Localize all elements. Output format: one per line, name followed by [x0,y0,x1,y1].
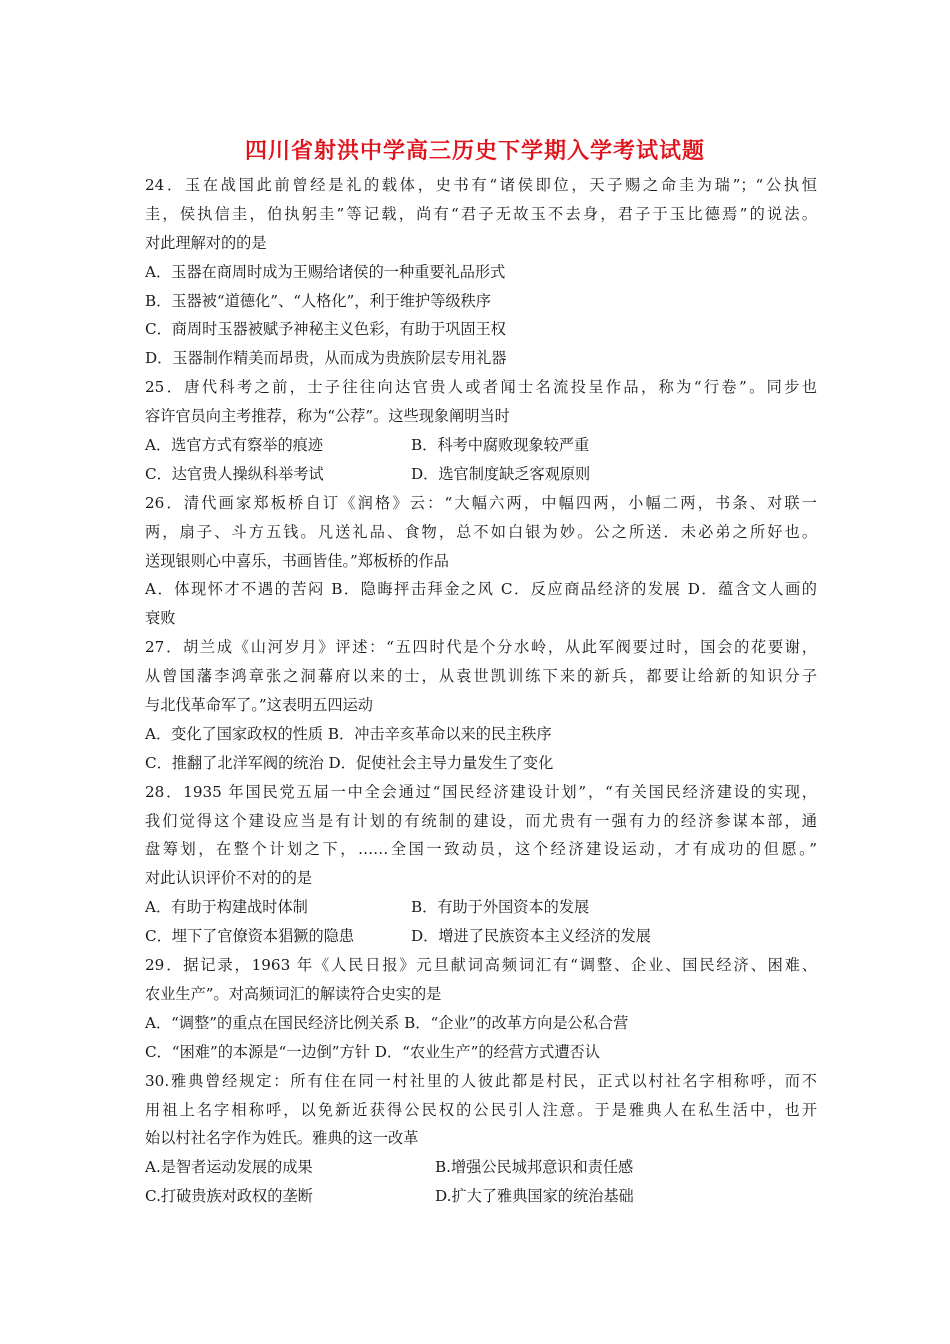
option-c: C．商周时玉器被赋予神秘主义色彩，有助于巩固王权 [145,320,506,339]
option-c: C．达官贵人操纵科举考试 [145,464,324,483]
option-row [145,460,817,489]
option-b: B．科考中腐败现象较严重 [411,436,590,455]
question-28 [145,778,817,951]
question-stem-line: 我们觉得这个建设应当是有计划的有统制的建设，而尤贵有一强有力的经济参谋本部，通 [145,811,817,830]
option-d: D．玉器制作精美而昂贵，从而成为贵族阶层专用礼器 [145,349,507,368]
question-stem-line: 26．清代画家郑板桥自订《润格》云：“大幅六两，中幅四两，小幅二两，书条、对联一 [145,493,817,512]
question-26 [145,489,817,633]
question-stem-line: 始以村社名字作为姓氏。雅典的这一改革 [145,1129,419,1148]
question-stem-line: 29．据记录，1963 年《人民日报》元旦献词高频词汇有“调整、企业、国民经济、困难、 [145,956,817,975]
question-stem-line: 对此理解对的的是 [145,233,267,252]
option-c: C．埋下了官僚资本猖獗的隐患 [145,927,355,946]
option-row [145,1182,817,1211]
page-title: 四川省射洪中学高三历史下学期入学考试试题 [244,139,705,164]
question-stem-line: 25．唐代科考之前，士子往往向达官贵人或者闻士名流投呈作品，称为“行卷”。同步也 [145,378,817,397]
question-stem-line: 两，扇子、斗方五钱。凡送礼品、食物，总不如白银为妙。公之所送．未必弟之所好也。 [145,522,817,541]
question-stem-line: 容许官员向主考推荐，称为“公荐”。这些现象阐明当时 [145,407,510,426]
option-a: A．有助于构建战时体制 [145,898,308,917]
question-stem-line: 24．玉在战国此前曾经是礼的载体，史书有“诸侯即位，天子赐之命圭为瑞”；“公执恒 [145,176,817,194]
option-c: C.打破贵族对政权的垄断 [145,1187,313,1206]
option-b: B.增强公民城邦意识和责任感 [435,1158,634,1177]
question-stem-line: 30.雅典曾经规定：所有住在同一村社里的人彼此都是村民，正式以村社名字相称呼，而不 [145,1071,817,1090]
question-stem-line: 圭，侯执信圭，伯执躬圭”等记载，尚有“君子无故玉不去身，君子于玉比德焉”的说法。 [145,204,817,223]
options-line: C．推翻了北洋军阀的统治 D．促使社会主导力量发生了变化 [145,753,554,772]
question-stem-line: 从曾国藩李鸿章张之洞幕府以来的士，从袁世凯训练下来的新兵，都要让给新的知识分子 [145,667,817,686]
question-29 [145,951,817,1067]
question-27 [145,633,817,777]
question-30 [145,1067,817,1211]
option-row [145,431,817,460]
question-stem-line: 28．1935 年国民党五届一中全会通过“国民经济建设计划”，“有关国民经济建设的实现， [145,782,817,801]
options-line: A．“调整”的重点在国民经济比例关系 B．“企业”的改革方向是公私合营 [145,1013,629,1032]
option-d: D.扩大了雅典国家的统治基础 [435,1187,634,1206]
question-stem-line: 与北伐革命军了。”这表明五四运动 [145,696,373,715]
option-row [145,922,817,951]
option-d: D．选官制度缺乏客观原则 [411,464,591,483]
question-list [145,171,817,1211]
question-stem-line: 盘筹划，在整个计划之下，……全国一致动员，这个经济建设运动，才有成功的但愿。” [145,840,817,859]
options-line: C．“困难”的本源是“一边倒”方针 D．“农业生产”的经营方式遭否认 [145,1042,600,1061]
question-stem-line: 27．胡兰成《山河岁月》评述：“五四时代是个分水岭，从此军阀要过时，国会的花要谢， [145,638,817,657]
question-stem-line: 对此认识评价不对的的是 [145,869,313,888]
options-line: A．变化了国家政权的性质 B．冲击辛亥革命以来的民主秩序 [145,724,552,743]
option-a: A．选官方式有察举的痕迹 [145,436,324,455]
option-row [145,893,817,922]
option-row [145,1153,817,1182]
question-stem-line: 用祖上名字相称呼，以免新近获得公民权的公民引人注意。于是雅典人在私生活中，也开 [145,1100,817,1119]
option-b: B．玉器被“道德化”、“人格化”，利于维护等级秩序 [145,291,491,310]
question-stem-line: 送现银则心中喜乐，书画皆佳。”郑板桥的作品 [145,551,449,570]
options-line: A．体现怀才不遇的苦闷 B．隐晦抨击拜金之风 C．反应商品经济的发展 D．蕴含文人画的 [145,580,817,599]
options-line: 衰败 [145,609,176,628]
option-a: A.是智者运动发展的成果 [145,1158,313,1177]
option-b: B．有助于外国资本的发展 [411,898,590,917]
option-d: D．增进了民族资本主义经济的发展 [411,927,651,946]
question-25 [145,373,817,489]
question-24 [145,171,817,373]
question-stem-line: 农业生产”。对高频词汇的解读符合史实的是 [145,984,442,1003]
option-a: A．玉器在商周时成为王赐给诸侯的一种重要礼品形式 [145,262,506,281]
